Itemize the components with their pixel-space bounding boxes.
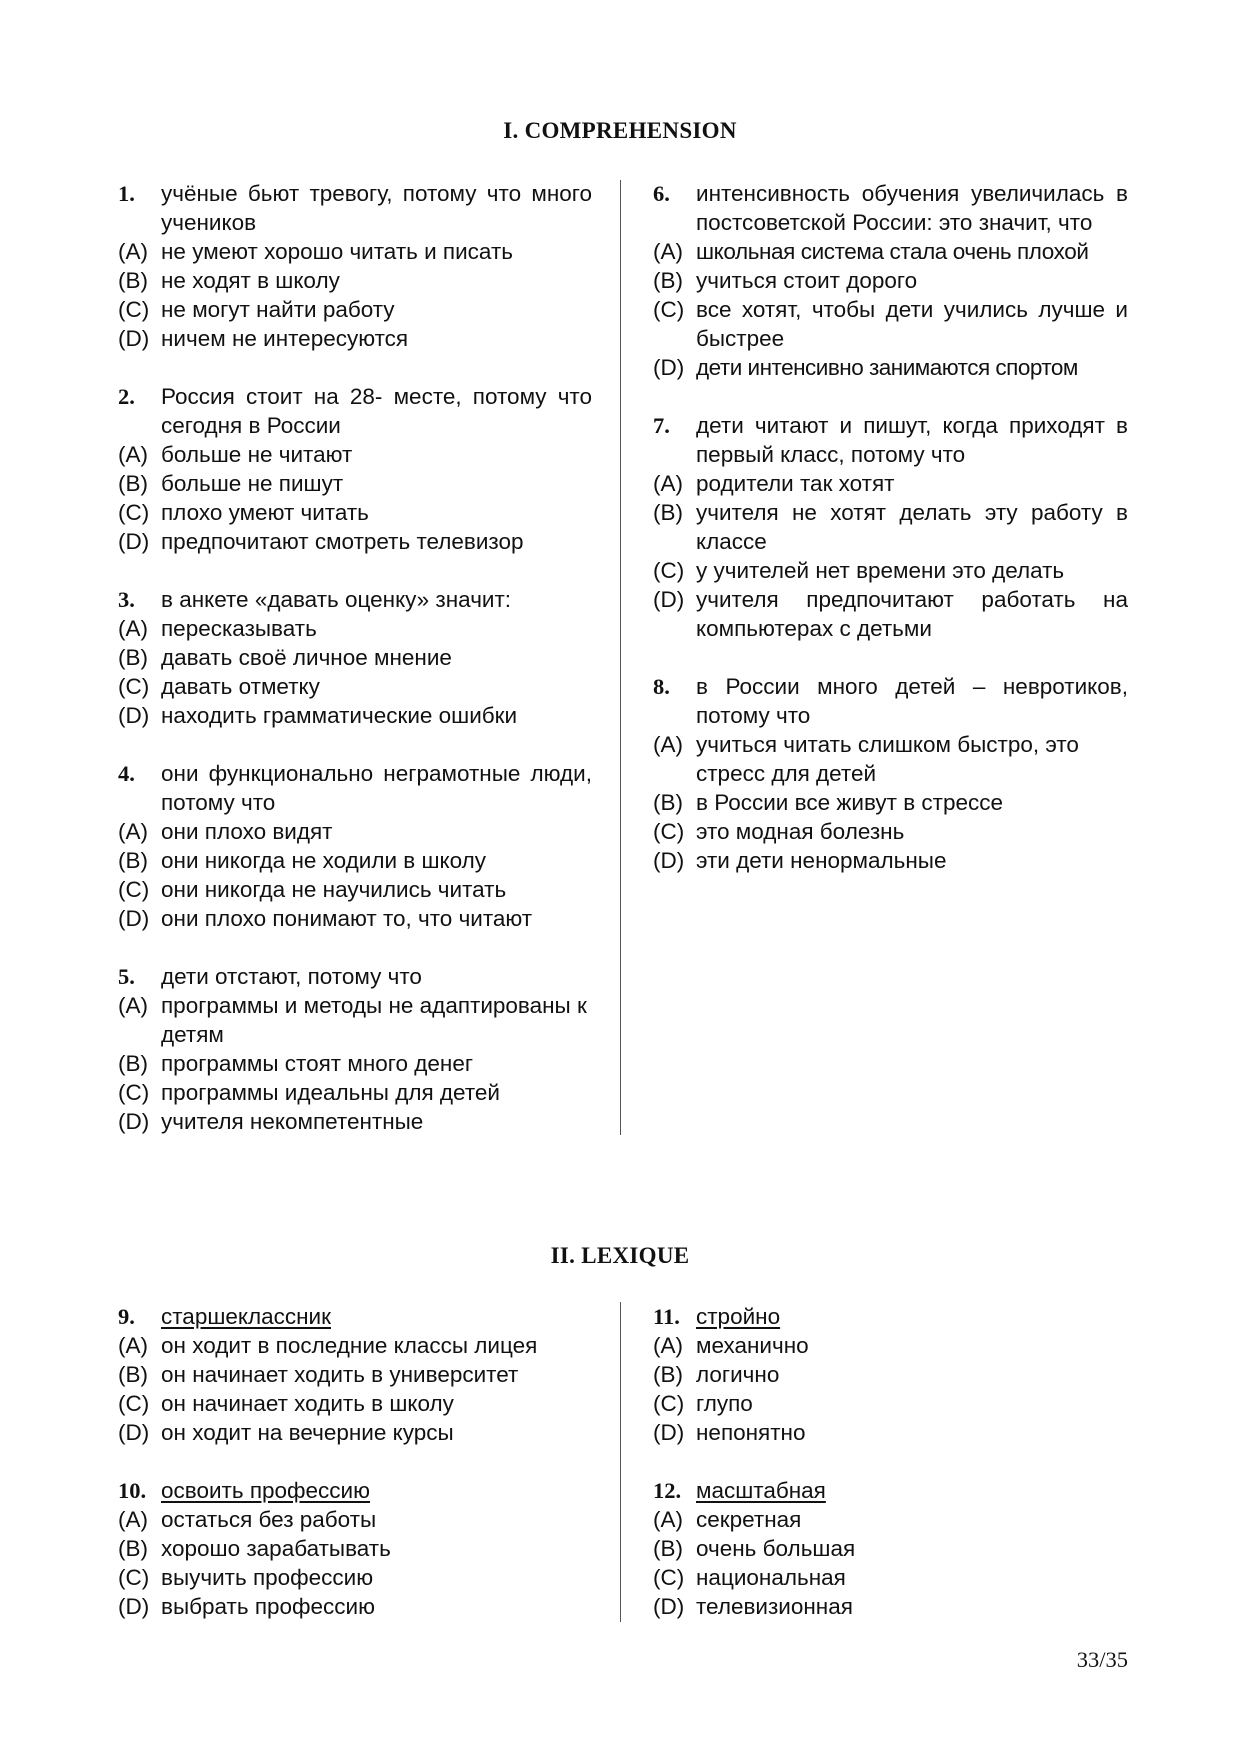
option-a[interactable]: (A) секретная <box>653 1507 802 1532</box>
question-3 <box>118 585 592 730</box>
option-b[interactable]: (B) хорошо зарабатывать <box>118 1536 391 1561</box>
option-d[interactable]: (D) дети интенсивно занимаются спортом <box>653 355 1078 380</box>
option-b[interactable]: (B) учиться стоит дорого <box>653 268 918 293</box>
option-c[interactable]: (C) все хотят, чтобы дети учились лучше и быстрее <box>653 297 1128 351</box>
question-12 <box>653 1476 1128 1621</box>
option-d[interactable]: (D) учителя некомпетентные <box>118 1109 424 1134</box>
section-title-comprehension: I. COMPREHENSION <box>503 118 737 143</box>
option-a[interactable]: (A) они плохо видят <box>118 819 333 844</box>
option-b[interactable]: (B) программы стоят много денег <box>118 1051 474 1076</box>
option-d[interactable]: (D) они плохо понимают то, что читают <box>118 906 533 931</box>
option-a[interactable]: (A) пересказывать <box>118 616 317 641</box>
question-7 <box>653 411 1128 643</box>
option-c[interactable]: (C) плохо умеют читать <box>118 500 369 525</box>
column-divider <box>620 1302 621 1622</box>
question-number: 9. <box>118 1304 135 1329</box>
question-stem: дети отстают, потому что <box>161 964 422 989</box>
question-stem: в анкете «давать оценку» значит: <box>161 587 512 612</box>
option-b[interactable]: (B) не ходят в школу <box>118 268 340 293</box>
option-d[interactable]: (D) непонятно <box>653 1420 806 1445</box>
column-divider <box>620 180 621 1135</box>
option-a[interactable]: (A) не умеют хорошо читать и писать <box>118 239 513 264</box>
question-number: 6. <box>653 181 670 206</box>
question-4 <box>118 759 592 933</box>
option-b[interactable]: (B) учителя не хотят делать эту работу в классе <box>653 500 1128 554</box>
option-c[interactable]: (C) он начинает ходить в школу <box>118 1391 454 1416</box>
question-number: 8. <box>653 674 670 699</box>
option-a[interactable]: (A) учиться читать слишком быстро, это стресс для детей <box>653 732 1079 786</box>
question-number: 7. <box>653 413 670 438</box>
question-stem: освоить профессию <box>161 1478 371 1503</box>
question-10 <box>118 1476 592 1621</box>
option-c[interactable]: (C) глупо <box>653 1391 753 1416</box>
question-number: 2. <box>118 384 135 409</box>
question-5 <box>118 962 592 1136</box>
question-11 <box>653 1302 1128 1447</box>
question-number: 4. <box>118 761 135 786</box>
lexique-left-column <box>118 1302 592 1621</box>
option-d[interactable]: (D) учителя предпочитают работать на компьютерах с детьми <box>653 587 1128 641</box>
question-number: 5. <box>118 964 135 989</box>
option-c[interactable]: (C) давать отметку <box>118 674 320 699</box>
option-d[interactable]: (D) эти дети ненормальные <box>653 848 947 873</box>
question-stem: масштабная <box>696 1478 826 1503</box>
option-c[interactable]: (C) это модная болезнь <box>653 819 905 844</box>
option-b[interactable]: (B) логично <box>653 1362 780 1387</box>
option-a[interactable]: (A) больше не читают <box>118 442 353 467</box>
question-stem: интенсивность обучения увеличилась в постсоветской России: это значит, что <box>696 181 1128 235</box>
option-c[interactable]: (C) программы идеальны для детей <box>118 1080 500 1105</box>
question-2 <box>118 382 592 556</box>
option-c[interactable]: (C) выучить профессию <box>118 1565 374 1590</box>
option-a[interactable]: (A) программы и методы не адаптированы к детям <box>118 993 587 1047</box>
option-b[interactable]: (B) в России все живут в стрессе <box>653 790 1004 815</box>
option-d[interactable]: (D) предпочитают смотреть телевизор <box>118 529 524 554</box>
question-stem: старшеклассник <box>161 1304 331 1329</box>
section-title-lexique: II. LEXIQUE <box>550 1243 690 1268</box>
question-6 <box>653 179 1128 382</box>
option-a[interactable]: (A) механично <box>653 1333 809 1358</box>
option-b[interactable]: (B) он начинает ходить в университет <box>118 1362 519 1387</box>
option-a[interactable]: (A) остаться без работы <box>118 1507 377 1532</box>
question-stem: они функционально неграмотные люди, потому что <box>161 761 592 815</box>
option-c[interactable]: (C) не могут найти работу <box>118 297 395 322</box>
question-number: 1. <box>118 181 135 206</box>
question-stem: учёные бьют тревогу, потому что много учеников <box>161 181 592 235</box>
question-stem: дети читают и пишут, когда приходят в первый класс, потому что <box>696 413 1128 467</box>
comprehension-left-column <box>118 179 592 1136</box>
question-number: 3. <box>118 587 135 612</box>
option-b[interactable]: (B) они никогда не ходили в школу <box>118 848 487 873</box>
question-8 <box>653 672 1128 875</box>
option-c[interactable]: (C) у учителей нет времени это делать <box>653 558 1065 583</box>
lexique-right-column <box>653 1302 1128 1621</box>
option-d[interactable]: (D) телевизионная <box>653 1594 853 1619</box>
option-c[interactable]: (C) они никогда не научились читать <box>118 877 507 902</box>
option-c[interactable]: (C) национальная <box>653 1565 846 1590</box>
option-a[interactable]: (A) родители так хотят <box>653 471 895 496</box>
question-number: 10. <box>118 1478 147 1503</box>
option-b[interactable]: (B) больше не пишут <box>118 471 344 496</box>
question-1 <box>118 179 592 353</box>
option-d[interactable]: (D) находить грамматические ошибки <box>118 703 518 728</box>
option-b[interactable]: (B) давать своё личное мнение <box>118 645 452 670</box>
question-number: 12. <box>653 1478 682 1503</box>
option-b[interactable]: (B) очень большая <box>653 1536 856 1561</box>
question-stem: Россия стоит на 28- месте, потому что сегодня в России <box>161 384 592 438</box>
option-d[interactable]: (D) он ходит на вечерние курсы <box>118 1420 454 1445</box>
question-stem: стройно <box>696 1304 781 1329</box>
option-a[interactable]: (A) школьная система стала очень плохой <box>653 239 1089 264</box>
comprehension-right-column <box>653 179 1128 875</box>
option-d[interactable]: (D) выбрать профессию <box>118 1594 376 1619</box>
option-d[interactable]: (D) ничем не интересуются <box>118 326 409 351</box>
question-number: 11. <box>653 1304 680 1329</box>
question-stem: в России много детей – невротиков, потому что <box>696 674 1128 728</box>
option-a[interactable]: (A) он ходит в последние классы лицея <box>118 1333 538 1358</box>
question-9 <box>118 1302 592 1447</box>
page-number: 33/35 <box>1076 1647 1128 1672</box>
